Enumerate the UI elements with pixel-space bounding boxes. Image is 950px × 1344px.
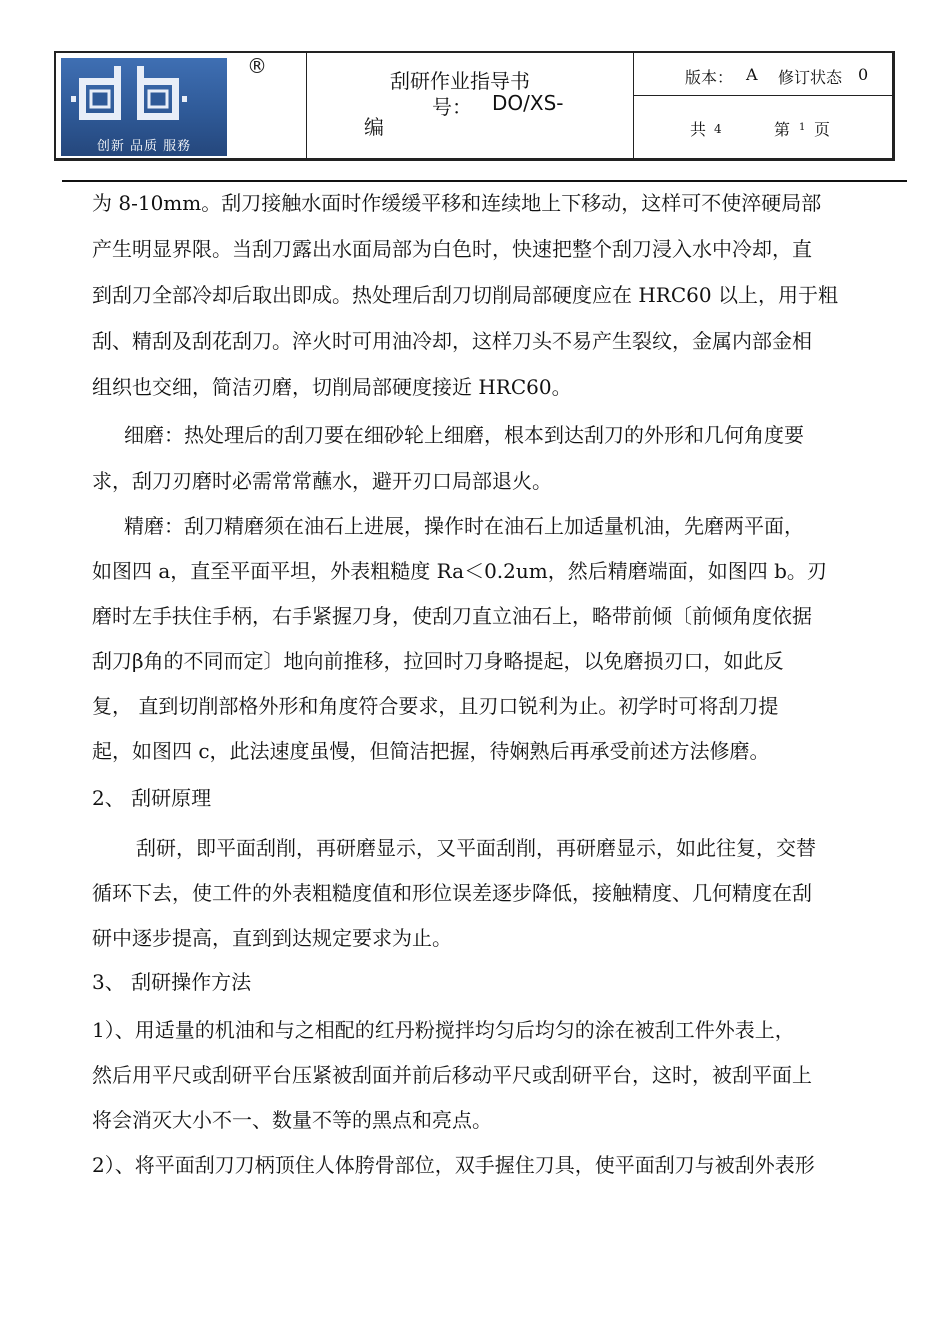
logo-cell (57, 54, 305, 158)
version-label: 版本： (685, 68, 734, 87)
version-value: A (746, 65, 758, 84)
header-rule (62, 180, 907, 182)
do-logo-icon (61, 58, 227, 138)
doc-number-value: DO/XS- (492, 91, 564, 115)
revision-value: 0 (858, 65, 869, 84)
text-line: 将会消灭大小不一、数量不等的黑点和亮点。 (92, 1108, 492, 1132)
text-line: 1）、用适量的机油和与之相配的红丹粉搅拌均匀后均匀的涂在被刮工件外表上， (92, 1018, 795, 1042)
text-line: 然后用平尺或刮研平台压紧被刮面并前后移动平尺或刮研平台，这时，被刮平面上 (92, 1063, 812, 1087)
text-line: 产生明显界限。当刮刀露出水面局部为白色时，快速把整个刮刀浸入水中冷却，直 (92, 237, 812, 261)
company-logo (61, 58, 227, 156)
text-line: 到刮刀全部冷却后取出即成。热处理后刮刀切削局部硬度应在 HRC60 以上，用于粗 (92, 283, 838, 307)
total-pages-label: 共 (690, 120, 707, 139)
text-line: 循环下去，使工件的外表粗糙度值和形位误差逐步降低，接触精度、几何精度在刮 (92, 881, 812, 905)
title-cell (306, 51, 632, 159)
revision-label: 修订状态 (778, 68, 843, 87)
text-line: 刮、精刮及刮花刮刀。淬火时可用油冷却，这样刀头不易产生裂纹，金属内部金相 (92, 329, 812, 353)
text-line: 细磨：热处理后的刮刀要在细砂轮上细磨，根本到达刮刀的外形和几何角度要 (124, 423, 804, 447)
text-line: 刮刀β角的不同而定〕地向前推移，拉回时刀身略提起，以免磨损刃口，如此反 (92, 649, 784, 673)
page-unit: 页 (814, 120, 831, 139)
total-pages-value: 4 (714, 122, 722, 136)
document-title: 刮研作业指导书 (390, 69, 530, 93)
doc-number-prefix: 编 (364, 115, 384, 139)
header-divider (633, 95, 893, 96)
page-label: 第 (774, 120, 791, 139)
text-line: 组织也交细，简洁刃磨，切削局部硬度接近 HRC60。 (92, 375, 572, 399)
text-line: 求，刮刀刃磨时必需常常蘸水，避开刃口局部退火。 (92, 469, 552, 493)
section-heading: 2、 刮研原理 (92, 786, 212, 810)
text-line: 精磨：刮刀精磨须在油石上进展，操作时在油石上加适量机油，先磨两平面， (124, 514, 804, 538)
text-line: 研中逐步提高，直到到达规定要求为止。 (92, 926, 452, 950)
text-line: 磨时左手扶住手柄，右手紧握刀身，使刮刀直立油石上，略带前倾〔前倾角度依据 (92, 604, 812, 628)
registered-mark: ® (247, 54, 267, 78)
header-divider (633, 51, 634, 161)
text-line: 复， 直到切削部格外形和角度符合要求，且刃口锐利为止。初学时可将刮刀提 (92, 694, 779, 718)
doc-number-label: 号： (432, 95, 472, 119)
text-line: 如图四 a，直至平面平坦，外表粗糙度 Ra＜0.2um，然后精磨端面，如图四 b。刃 (92, 559, 827, 583)
section-heading: 3、 刮研操作方法 (92, 970, 252, 994)
text-line: 2）、将平面刮刀刀柄顶住人体胯骨部位，双手握住刀具，使平面刮刀与被刮外表形 (92, 1153, 815, 1177)
document-header (54, 51, 895, 161)
text-line: 为 8-10mm。刮刀接触水面时作缓缓平移和连续地上下移动，这样可不使淬硬局部 (92, 191, 822, 215)
text-line: 起，如图四 c，此法速度虽慢，但简洁把握，待娴熟后再承受前述方法修磨。 (92, 739, 770, 763)
logo-slogan: 创新 品质 服務 (96, 139, 192, 154)
page-number: 1 (799, 122, 806, 133)
text-line: 刮研，即平面刮削，再研磨显示，又平面刮削，再研磨显示，如此往复，交替 (136, 836, 816, 860)
